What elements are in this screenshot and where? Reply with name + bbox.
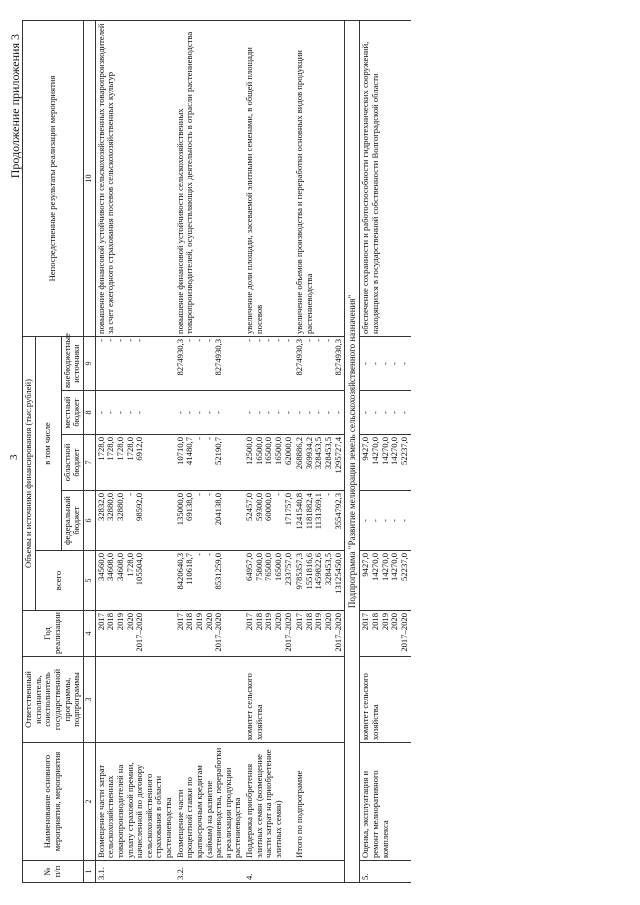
- years: 2017 2018 2019 2020 2017–2020: [294, 611, 345, 657]
- federal-amounts: - - - - -: [360, 491, 411, 551]
- header-federal: федеральный бюджет: [61, 491, 83, 551]
- federal-amounts: 52457,0 59300,0 60000,0 - 171757,0: [244, 491, 294, 551]
- page-number: 3: [8, 454, 20, 460]
- column-number: 8: [83, 391, 95, 435]
- measure-name: Итого по подпрограмме: [294, 743, 345, 861]
- years: 2017 2018 2019 2020 2017–2020: [95, 611, 175, 657]
- result-text: увеличение объемов производства и переработки основных видов продукции растениеводства: [294, 20, 345, 336]
- extra-amounts: 8274930,3 - - - 8274930,3: [175, 336, 244, 390]
- local-amounts: - - - - -: [294, 391, 345, 435]
- row-number: 3.2.: [175, 861, 244, 883]
- header-extra: внебюджетные источники: [61, 336, 83, 390]
- extra-amounts: - - - - -: [360, 336, 411, 390]
- total-amounts: 9427,0 14270,0 14270,0 14270,0 52237,0: [360, 551, 411, 611]
- years: 2017 2018 2019 2020 2017–2020: [244, 611, 294, 657]
- local-amounts: - - - - -: [360, 391, 411, 435]
- regional-amounts: 9427,0 14270,0 14270,0 14270,0 52237,0: [360, 435, 411, 491]
- executor: [175, 657, 244, 743]
- extra-amounts: 8274930,3 - - - 8274930,3: [294, 336, 345, 390]
- regional-amounts: 12500,0 16500,0 16500,0 16500,0 62000,0: [244, 435, 294, 491]
- local-amounts: - - - - -: [175, 391, 244, 435]
- column-number: 2: [83, 743, 95, 861]
- regional-amounts: 268886,2 369934,2 328453,5 328453,5 1295727,4: [294, 435, 345, 491]
- header-total: всего: [35, 551, 83, 611]
- federal-amounts: 1241540,8 1181882,4 1131369,1 - 3554792,3: [294, 491, 345, 551]
- extra-amounts: - - - - -: [244, 336, 294, 390]
- local-amounts: - - - - -: [95, 391, 175, 435]
- column-number: 4: [83, 611, 95, 657]
- measure-name: Возмещение части процентной ставки по краткосрочным кредитам (займам) на развитие растениеводства, переработки и реализации продукции растениеводства: [175, 743, 244, 861]
- row-number: 3.1.: [95, 861, 175, 883]
- header-including: в том числе: [35, 336, 61, 550]
- total-amounts: 64957,0 75800,0 76500,0 16500,0 233757,0: [244, 551, 294, 611]
- program-table: [22, 20, 411, 883]
- result-text: повышение финансовой устойчивости сельскохозяйственных товаропроизводителей, осуществляющих деятельность в отрасли растениеводства: [175, 20, 244, 336]
- table-row-subtotal: [294, 20, 345, 882]
- result-text: повышение финансовой устойчивости сельскохозяйственных товаропроизводителей за счет ежегодного страхования посевов сельскохозяйственных культур: [95, 20, 175, 336]
- total-amounts: 34560,0 34608,0 34608,0 1728,0 105504,0: [95, 551, 175, 611]
- federal-amounts: 135000,0 69138,0 - - 204138,0: [175, 491, 244, 551]
- row-number: [294, 861, 345, 883]
- result-text: обеспечение сохранности и работоспособности гидротехнических сооружений, находящихся в государственной собственности Волгоградской области: [360, 20, 411, 336]
- table-row: [244, 20, 294, 882]
- executor: [95, 657, 175, 743]
- column-number: 3: [83, 657, 95, 743]
- local-amounts: - - - - -: [244, 391, 294, 435]
- column-number: 1: [83, 861, 95, 883]
- header-funding: Объемы и источники финансирования (тыс.рублей): [23, 336, 36, 610]
- continuation-label: Продолжение приложения 3: [8, 34, 22, 179]
- header-executor: Ответственный исполнитель, соисполнитель государственной программы, подпрограммы: [23, 657, 84, 743]
- subprogram-heading-row: [345, 20, 360, 882]
- header-local: местный бюджет: [61, 391, 83, 435]
- years: 2017 2018 2019 2020 2017–2020: [175, 611, 244, 657]
- table-row: [95, 20, 175, 882]
- result-text: увеличение доли площади, засеваемой элитными семенами, в общей площади посевов: [244, 20, 294, 336]
- executor: комитет сельского хозяйства: [244, 657, 294, 743]
- column-number: 7: [83, 435, 95, 491]
- header-regional: областной бюджет: [61, 435, 83, 491]
- measure-name: Поддержка приобретения элитных семян (возмещение части затрат на приобретение элитных семян): [244, 743, 294, 861]
- regional-amounts: 1728,0 1728,0 1728,0 1728,0 6912,0: [95, 435, 175, 491]
- column-number: 5: [83, 551, 95, 611]
- column-number: 10: [83, 20, 95, 336]
- column-number: 6: [83, 491, 95, 551]
- table-row: [175, 20, 244, 882]
- regional-amounts: 10710,0 41480,7 - - 52190,7: [175, 435, 244, 491]
- years: 2017 2018 2019 2020 2017–2020: [360, 611, 411, 657]
- table-row: [360, 20, 411, 882]
- federal-amounts: 32832,0 32880,0 32880,0 - 98592,0: [95, 491, 175, 551]
- measure-name: Возмещение части затрат сельскохозяйственных товаропроизводителей на уплату страховой премии, начисленной по договору сельскохозяйственного страхования в области растениеводства: [95, 743, 175, 861]
- header-result: Непосредственные результаты реализации мероприятия: [23, 20, 84, 336]
- header-num: № п/п: [23, 861, 84, 883]
- extra-amounts: - - - - -: [95, 336, 175, 390]
- row-number: 5.: [360, 861, 411, 883]
- column-numbers-row: [83, 20, 95, 882]
- header-name: Наименование основного мероприятия, мероприятия: [23, 743, 84, 861]
- total-amounts: 8420640,3 110618,7 - - 8531259,0: [175, 551, 244, 611]
- total-amounts: 9785357,3 1551816,6 1459822,6 328453,5 13125450,0: [294, 551, 345, 611]
- executor: [294, 657, 345, 743]
- header-year: Год реализации: [23, 611, 84, 657]
- executor: комитет сельского хозяйства: [360, 657, 411, 743]
- subprogram-title: Подпрограмма "Развитие мелиорации земель сельскохозяйственного назначения": [345, 20, 360, 882]
- row-number: 4.: [244, 861, 294, 883]
- column-number: 9: [83, 336, 95, 390]
- measure-name: Оценка, эксплуатация и ремонт мелиоративного комплекса: [360, 743, 411, 861]
